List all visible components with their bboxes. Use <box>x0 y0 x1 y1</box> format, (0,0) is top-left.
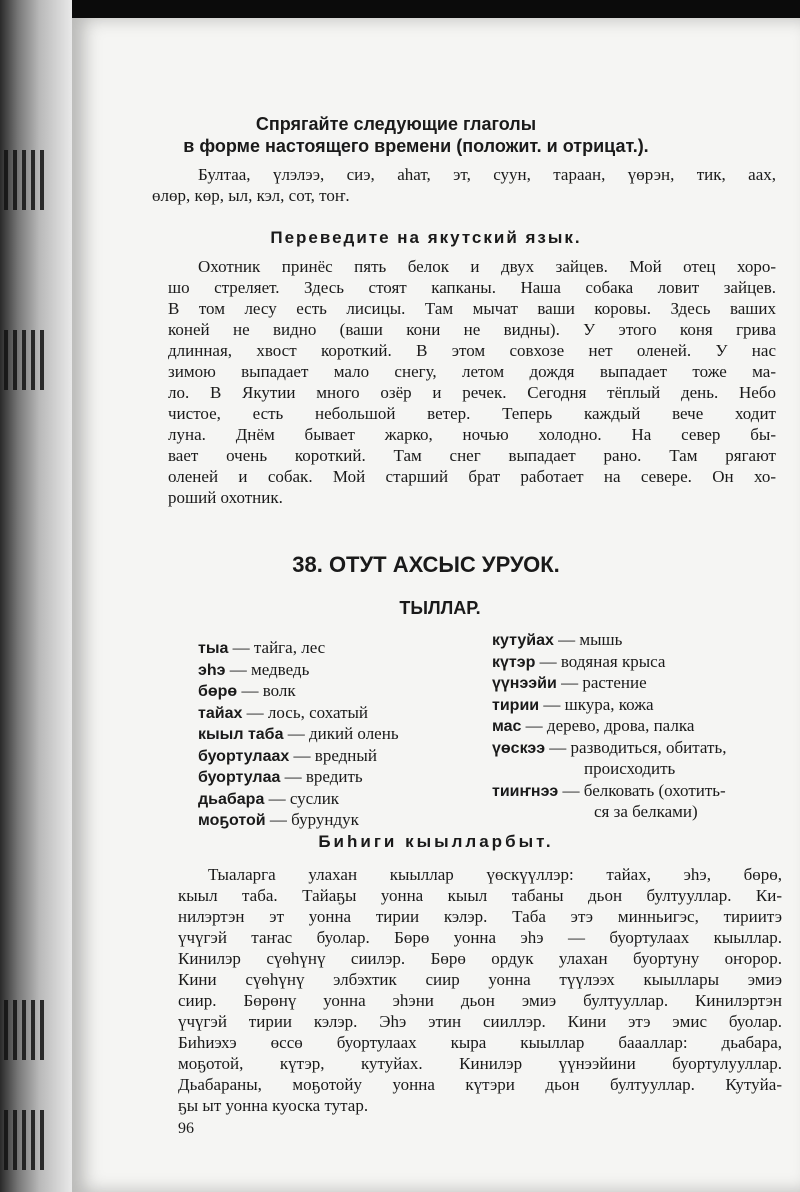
text-line: роший охотник. <box>168 488 283 507</box>
exercise2-text <box>168 256 776 508</box>
vocab-definition: — дикий олень <box>283 724 399 743</box>
vocab-title: ТЫЛЛАР. <box>399 598 481 618</box>
lesson-title: 38. ОТУТ АХСЫС УРУОК. <box>292 552 560 577</box>
vocab-word: буортулаа <box>198 769 281 786</box>
text-line: Дьабараны, моҕотойу уонна күтэри дьон бултууллар. Кутуйа- <box>178 1075 782 1094</box>
vocab-word: кутуйах <box>492 632 554 649</box>
text-line: шо стреляет. Здесь стоят капканы. Наша собака ловит зайцев. <box>168 278 776 297</box>
vocab-definition: ся за белками) <box>594 802 698 821</box>
vocab-entry <box>198 660 399 682</box>
vocab-definition: — белковать (охотить- <box>558 780 726 800</box>
vocab-right-column <box>492 630 726 824</box>
vocab-entry <box>492 630 726 652</box>
text-line: үчүгэй таҥас буолар. Бөрө уонна эhэ — буортулаах кыыллар. <box>178 928 782 947</box>
vocab-definition: — вредить <box>280 767 363 786</box>
exercise1-title-line1: Спрягайте следующие глаголы <box>255 114 537 134</box>
text-line: ло. В Якутии много озёр и речек. Сегодня тёплый день. Небо <box>168 383 776 402</box>
book-binding <box>0 0 72 1192</box>
vocab-word: буортулаах <box>198 747 290 765</box>
text-line: В том лесу есть лисицы. Там мычат ваши коровы. Здесь ваших <box>168 299 776 318</box>
vocab-entry <box>492 652 726 674</box>
text-line: кыыл таба. Тайаҕы уонна кыыл табаны дьон бултууллар. Ки- <box>178 886 782 905</box>
text-line: Тыаларга улахан кыыллар үөскүүллэр: тайах, эhэ, бөрө, <box>208 865 782 884</box>
vocab-word: үөскээ <box>492 739 546 757</box>
vocab-word: тайах <box>198 704 243 722</box>
vocab-definition: — шкура, кожа <box>539 694 654 714</box>
text-line: Биhиэхэ өссө буортулаах кыра кыыллар баааллар: дьабара, <box>178 1033 782 1052</box>
text-line: Охотник принёс пять белок и двух зайцев. Мой отец хоро- <box>198 257 776 276</box>
exercise1-verbs <box>152 164 776 206</box>
text-line: Кинилэр сүөhүнү сиилэр. Бөрө ордук улахан буортуну оҥорор. <box>178 949 782 968</box>
vocab-definition: — бурундук <box>265 810 359 829</box>
exercise1-title-line2: в форме настоящего времени (положит. и отрицат.). <box>183 136 649 156</box>
vocab-entry <box>198 681 399 703</box>
binding-mark <box>4 1110 44 1170</box>
text-line: коней не видно (ваши кони не видны). У этого коня грива <box>168 320 776 339</box>
text-line: Кини сүөhүнү элбэхтик сиир уонна түүлээх кыыллары эмиэ <box>178 970 782 989</box>
vocab-definition: — разводиться, обитать, <box>545 737 727 757</box>
vocab-definition: — суслик <box>264 788 340 808</box>
reading-text <box>178 864 782 1116</box>
vocab-word: дьабара <box>198 790 265 808</box>
text-line: вает очень короткий. Там снег выпадает рано. Там рягают <box>168 446 776 465</box>
vocab-entry <box>198 810 399 832</box>
vocab-entry <box>198 703 399 725</box>
page <box>72 18 800 1192</box>
vocab-word: эhэ <box>198 661 226 679</box>
text-line: зимою выпадает мало снегу, летом дождя выпадает тоже ма- <box>168 362 776 381</box>
text-line: длинная, хвост короткий. В этом совхозе нет оленей. У нас <box>168 341 776 360</box>
page-number: 96 <box>178 1120 194 1137</box>
text-line: оленей и собак. Мой старший брат работает на севере. Он хо- <box>168 467 776 486</box>
vocab-word: кыыл таба <box>198 726 284 743</box>
text-line: үчүгэй тирии кэлэр. Эhэ этин сииллэр. Кини этэ эмис буолар. <box>178 1012 782 1031</box>
text-line: чистое, есть небольшой ветер. Теперь каждый вече ходит <box>168 404 776 423</box>
vocab-left-column <box>198 638 399 832</box>
text-line: өлөр, көр, ыл, кэл, сот, тоҥ. <box>152 186 350 205</box>
vocab-entry <box>198 724 399 746</box>
text-line: моҕотой, күтэр, кутуйах. Кинилэр үүнээйини буортулууллар. <box>178 1054 782 1073</box>
reading-title: Биhиги кыылларбыт. <box>318 832 554 851</box>
vocab-definition: — лось, сохатый <box>242 702 369 722</box>
exercise2-title: Переведите на якутский язык. <box>270 228 582 247</box>
vocab-word: үүнээйи <box>492 675 557 692</box>
vocab-word: бөрө <box>198 683 238 700</box>
vocab-word: мас <box>492 718 522 735</box>
vocab-entry <box>492 716 726 738</box>
vocab-word: моҕотой <box>198 812 266 829</box>
text-line: нилэртэн эт уонна тирии кэлэр. Таба этэ минньигэс, тириитэ <box>178 907 782 926</box>
vocab-word: күтэр <box>492 653 536 671</box>
vocab-word: тирии <box>492 696 540 714</box>
vocab-definition: — мышь <box>553 630 623 649</box>
vocab-entry <box>492 695 726 717</box>
vocab-definition: происходить <box>584 759 676 778</box>
vocab-entry <box>492 673 726 695</box>
vocab-entry <box>492 738 726 760</box>
vocab-word: тыа <box>198 640 229 657</box>
binding-mark <box>4 150 44 210</box>
text-line: сиир. Бөрөнү уонна эhэни дьон эмиэ бултууллар. Кинилэртэн <box>178 991 782 1010</box>
vocab-definition: — медведь <box>225 659 310 679</box>
text-line: Бултаа, үлэлээ, сиэ, аhат, эт, суун, тараан, үөрэн, тик, аах, <box>198 165 776 184</box>
binding-mark <box>4 330 44 390</box>
vocab-entry <box>198 767 399 789</box>
vocab-word: тииҥнээ <box>492 782 559 800</box>
vocab-definition: — вредный <box>289 745 377 765</box>
vocab-definition: — волк <box>237 681 296 700</box>
vocab-entry <box>198 746 399 768</box>
vocab-entry <box>198 638 399 660</box>
vocab-definition: — растение <box>556 673 647 692</box>
vocab-entry <box>198 789 399 811</box>
vocab-entry <box>492 802 726 824</box>
vocab-entry <box>492 781 726 803</box>
text-line: луна. Днём бывает жарко, ночью холодно. На север бы- <box>168 425 776 444</box>
vocab-entry <box>492 759 726 781</box>
vocab-definition: — дерево, дрова, палка <box>521 716 695 735</box>
binding-mark <box>4 1000 44 1060</box>
vocab-definition: — тайга, лес <box>228 638 326 657</box>
text-line: ҕы ыт уонна куоска тутар. <box>178 1096 369 1115</box>
vocab-definition: — водяная крыса <box>535 651 666 671</box>
